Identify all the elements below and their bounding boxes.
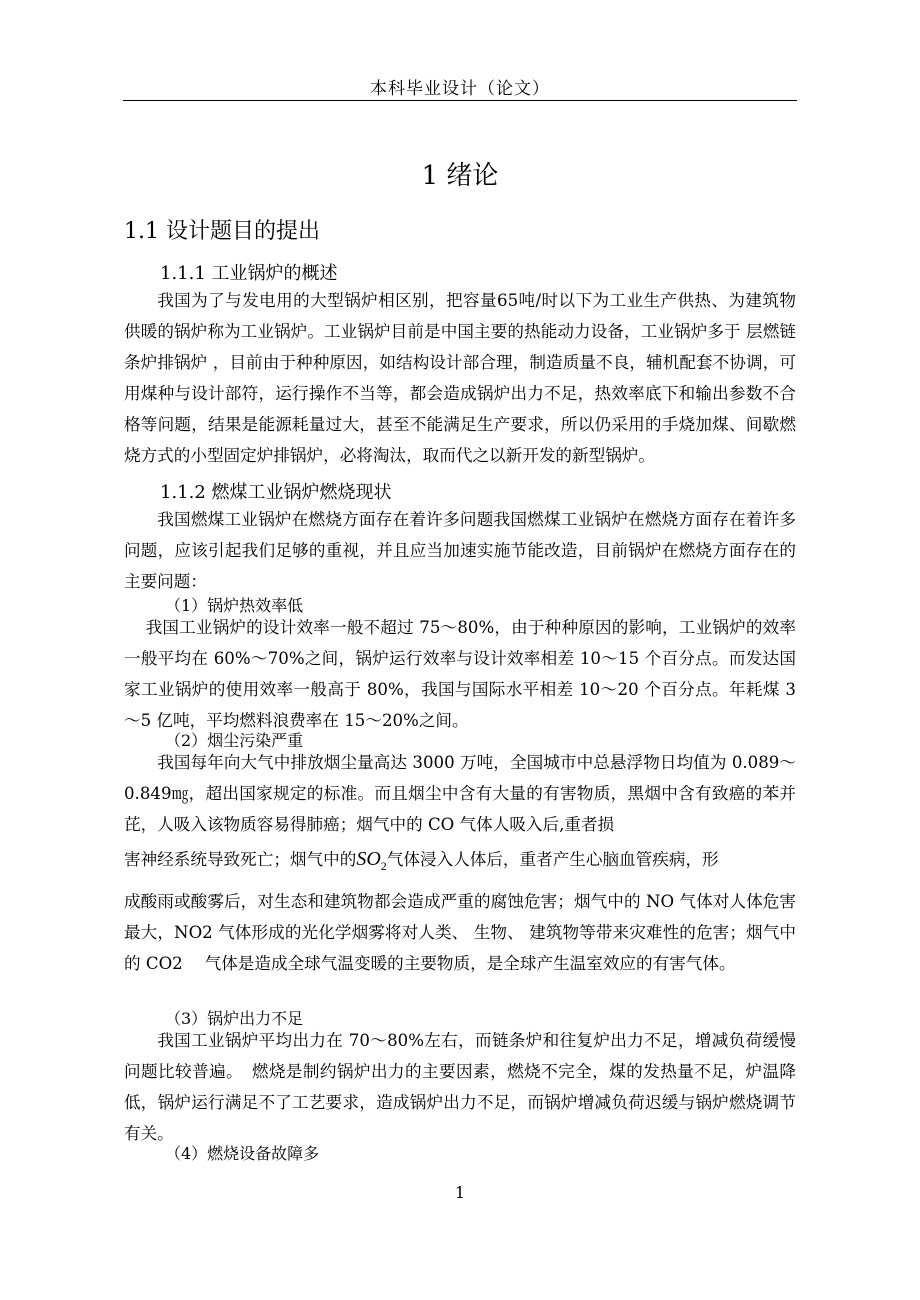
item-1-title: （1）锅炉热效率低 <box>165 596 304 615</box>
section-title: 1.1 设计题目的提出 <box>124 219 320 244</box>
subsection-1-paragraph: 我国为了与发电用的大型锅炉相区别，把容量65吨/时以下为工业生产供热、为建筑物供暖的锅炉称为工业锅炉。工业锅炉目前是中国主要的热能动力设备，工业锅炉多于 层燃链条炉排锅炉 ，目前由于种种原因，如结构设计部合理，制造质量不良，辅机配套不协调，可用煤种与设计部符，运行操作不当等，都会造成锅炉出力不足，热效率底下和输出参数不合格等问题，结果是能源耗量过大，甚至不能满足生产要求，所以仍采用的手烧加煤、间歇燃烧方式的小型固定炉排锅炉，必将淘汰，取而代之以新开发的新型锅炉。 <box>124 291 796 465</box>
chapter-title: 1 绪论 <box>421 161 499 191</box>
header-divider <box>123 100 797 101</box>
item-2-title: （2）烟尘污染严重 <box>165 731 304 750</box>
so2-line-prefix: 害神经系统导致死亡；烟气中的 <box>124 850 357 869</box>
subsection-title-2: 1.1.2 燃煤工业锅炉燃烧现状 <box>160 482 392 503</box>
item-2-paragraph-b: 成酸雨或酸雾后，对生态和建筑物都会造成严重的腐蚀危害；烟气中的 NO 气体对人体危害最大，NO2 气体形成的光化学烟雾将对人类、 生物、 建筑物等带来灾难性的危害；烟气中的 CO2 气体是造成全球气温变暖的主要物质，是全球产生温室效应的有害气体。 <box>124 892 796 973</box>
item-3-title: （3）锅炉出力不足 <box>165 1009 304 1028</box>
so2-line-suffix: 气体浸入人体后，重者产生心脑血管疾病，形 <box>386 850 719 869</box>
item-2-paragraph-a: 我国每年向大气中排放烟尘量高达 3000 万吨，全国城市中总悬浮物日均值为 0.089～0.849㎎，超出国家规定的标准。而且烟尘中含有大量的有害物质，黑烟中含有致癌的苯并芘，人吸入该物质容易得肺癌；烟气中的 CO 气体人吸入后,重者损 <box>124 753 796 834</box>
so2-subscript: 2 <box>380 859 387 873</box>
subsection-title-1: 1.1.1 工业锅炉的概述 <box>160 263 338 284</box>
page-number: 1 <box>454 1183 466 1202</box>
item-4-title: （4）燃烧设备故障多 <box>165 1144 320 1163</box>
subsection-2-paragraph: 我国燃煤工业锅炉在燃烧方面存在着许多问题我国燃煤工业锅炉在燃烧方面存在着许多问题，应该引起我们足够的重视，并且应当加速实施节能改造，目前锅炉在燃烧方面存在的主要问题： <box>124 510 796 591</box>
item-3-paragraph: 我国工业锅炉平均出力在 70～80%左右，而链条炉和往复炉出力不足，增减负荷缓慢问题比较普遍。 燃烧是制约锅炉出力的主要因素，燃烧不完全，煤的发热量不足，炉温降低，锅炉运行满足不了工艺要求，造成锅炉出力不足，而锅炉增减负荷迟缓与锅炉燃烧调节有关。 <box>124 1031 796 1143</box>
so2-main: SO <box>356 848 381 870</box>
item-2-so2-line <box>124 846 719 874</box>
so2-formula <box>356 848 387 873</box>
item-1-paragraph: 我国工业锅炉的设计效率一般不超过 75～80%，由于种种原因的影响，工业锅炉的效率一般平均在 60%～70%之间，锅炉运行效率与设计效率相差 10～15 个百分点。而发达国家工业锅炉的使用效率一般高于 80%，我国与国际水平相差 10～20 个百分点。年耗煤 3～5 亿吨，平均燃料浪费率在 15～20%之间。 <box>124 618 796 730</box>
page-header: 本科毕业设计（论文） <box>370 79 550 99</box>
